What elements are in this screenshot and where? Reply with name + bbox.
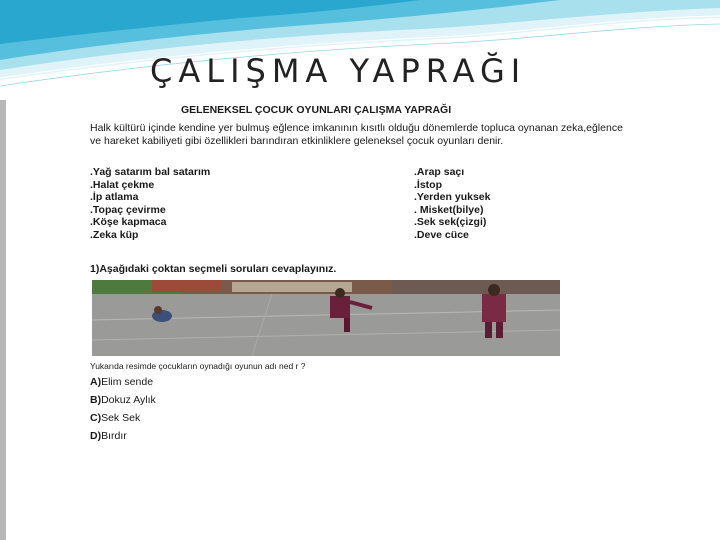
game-item: .Topaç çevirme — [90, 203, 166, 216]
slide-title: ÇALIŞMA YAPRAĞI — [150, 52, 527, 90]
game-item: .Köşe kapmaca — [90, 216, 167, 228]
answer-option — [90, 376, 156, 394]
option-letter: D) — [90, 430, 102, 442]
option-text: Dokuz Aylık — [101, 394, 156, 406]
left-accent-bar — [0, 100, 6, 540]
option-letter: A) — [90, 376, 102, 388]
worksheet-document — [86, 100, 631, 450]
game-item: .İstop — [414, 178, 442, 191]
option-letter: B) — [90, 394, 102, 406]
worksheet-intro: Halk kültürü içinde kendine yer bulmuş eğlence imkanının kısıtlı olduğu dönemlerde topluca oynanan zeka,eğlence ve hareket kabiliyeti gibi özellikleri barındıran etkinliklere geleneksel çocuk oyunları denir. — [90, 122, 623, 147]
option-text: Elim sende — [101, 376, 154, 388]
game-item: .Sek sek(çizgi) — [414, 216, 487, 228]
game-item: .Yerden yuksek — [414, 191, 491, 203]
game-item: .Halat çekme — [90, 178, 155, 191]
answer-options — [90, 376, 156, 448]
worksheet-heading: GELENEKSEL ÇOCUK OYUNLARI ÇALIŞMA YAPRAĞI — [181, 104, 452, 116]
option-text: Sek Sek — [101, 412, 141, 424]
answer-option — [90, 394, 156, 412]
games-right-column — [414, 166, 490, 241]
answer-option — [90, 412, 156, 430]
game-item: .Zeka küp — [90, 228, 139, 241]
question-heading: 1)Aşağıdaki çoktan seçmeli soruları cevaplayınız. — [90, 263, 337, 275]
game-item: . Misket(bilye) — [414, 203, 484, 216]
game-item: .Yağ satarım bal satarım — [90, 166, 211, 178]
option-text: Bırdır — [101, 430, 127, 442]
game-item: .Arap saçı — [414, 166, 465, 178]
answer-option — [90, 430, 156, 448]
question-prompt: Yukarıda resimde çocukların oynadığı oyunun adı ned r ? — [90, 361, 306, 371]
game-item: .Deve cüce — [414, 228, 469, 241]
children-playing-photo — [92, 280, 560, 356]
option-letter: C) — [90, 412, 102, 424]
games-left-column — [90, 166, 210, 241]
game-item: .İp atlama — [90, 191, 139, 203]
